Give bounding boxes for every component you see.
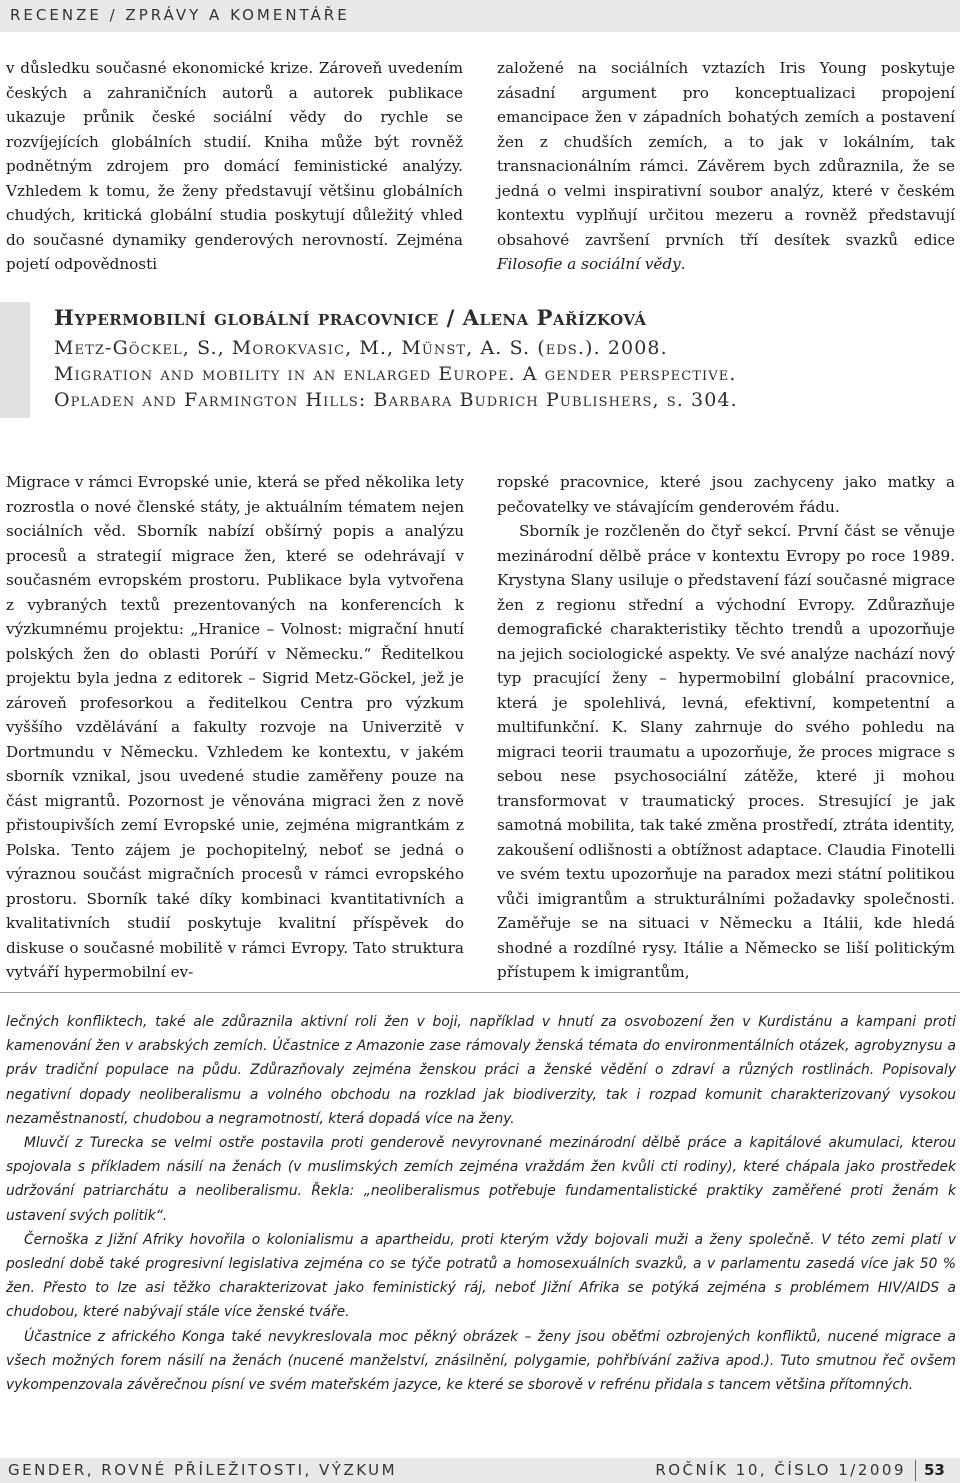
issue-info: ROČNÍK 10, ČÍSLO 1/2009 <box>655 1461 906 1479</box>
review-heading <box>54 301 959 413</box>
top-right-column <box>497 56 955 277</box>
series-title: Filosofie a sociální vědy <box>497 255 681 273</box>
section-header <box>0 0 960 32</box>
paragraph: Černoška z Jižní Afriky hovořila o kolonialismu a apartheidu, proti kterým vždy bojovali muži a ženy společně. V této zemi platí v poslední době také progresivní legislativa zejména co se týče potratů a homosexuálních svazků, a v parlamentu zasedá více jak 50 % žen. Přesto to lze asi těžko charakterizovat jako feministický ráj, neboť Jižní Afrika se potýká zejména s problémem HIV/AIDS a chudobou, které nabývají stále více ženské tváře. <box>6 1231 956 1321</box>
paragraph: Sborník je rozčleněn do čtyř sekcí. První část se věnuje mezinárodní dělbě práce v kontextu Evropy po roce 1989. Krystyna Slany usiluje o představení fází současné migrace žen z regionu střední a východní Evropy. Zdůrazňuje demografické charakteristiky těchto trendů a upozorňuje na jejich sociologické aspekty. Ve své analýze nachází nový typ pracující ženy – hypermobilní globální pracovnice, která je spolehlivá, levná, efektivní, kompetentní a multifunkční. K. Slany zahrnuje do svého pohledu na migraci teorii traumatu a upozorňuje, že proces migrace s sebou nese psychosociální zátěže, které ji mohou transformovat v traumatický proces. Stresující je jak samotná mobilita, tak také změna prostředí, ztráta identity, zakoušení odlišnosti a obtížnost adaptace. Claudia Finotelli ve svém textu upozorňuje na paradox mezi státní politikou vůči imigrantům a strukturálními požadavky společnosti. Zaměřuje se na situaci v Německu a Itálii, kde hledá shodné a rozdílné rysy. Itálie a Německo se liší politickým přístupem k imigrantům, <box>497 522 955 981</box>
book-publisher: Opladen and Farmington Hills: Barbara Budrich Publishers, s. 304. <box>54 389 738 411</box>
paragraph: Migrace v rámci Evropské unie, která se před několika lety rozrostla o nové členské státy, je aktuálním tématem nejen sociálních věd. Sborník nabízí obšírný popis a analýzu procesů a strategií migrace žen, které se odehrávají v současném evropském prostoru. Publikace byla vytvořena z vybraných textů prezentovaných na konferencích k výzkumnému projektu: „Hranice – Volnost: migrační hnutí polských žen do oblasti Porúří v Německu.“ Ředitelkou projektu byla jedna z editorek – Sigrid Metz-Göckel, jež je zároveň profesorkou a ředitelkou Centra pro výzkum vyššího vzdělávání a fakulty rozvoje na Univerzitě v Dortmundu v Německu. Vzhledem ke kontextu, v jakém sborník vznikal, jsou uvedené studie zaměřeny pouze na část migrantů. Pozornost je věnována migraci žen z nově přistoupivších zemí Evropské unie, zejména migrantkám z Polska. Tento zájem je pochopitelný, neboť se jedná o výraznou součást migračních procesů v rámci evropského prostoru. Sborník také díky kombinaci kvantitativních a kvalitativních studií poskytuje kvalitní příspěvek do diskuse o současné mobilitě v rámci Evropy. Tato struktura vytváří hypermobilní ev- <box>6 473 464 981</box>
page-number: 53 <box>924 1461 945 1479</box>
paragraph-text: založené na sociálních vztazích Iris Young poskytuje zásadní argument pro konceptualizaci propojení emancipace žen v západních bohatých zemích a postavení žen z chudších zemích, a to jak v lokálním, tak transnacionálním rámci. Závěrem bych zdůraznila, že se jedná o velmi inspirativní soubor analýz, které v českém kontextu vyplňují určitou mezeru a rovněž představují obsahové završení prvních tří desítek svazků edice <box>497 59 955 249</box>
paragraph: ropské pracovnice, které jsou zachyceny jako matky a pečovatelky ve stávajícím genderovém řádu. <box>497 473 955 516</box>
body-left-column <box>6 470 464 985</box>
page-footer <box>0 1458 960 1483</box>
book-authors: Metz-Göckel, S., Morokvasic, M., Münst, A. S. (eds.). 2008. <box>54 337 668 359</box>
journal-name: GENDER, ROVNÉ PŘÍLEŽITOSTI, VÝZKUM <box>8 1461 398 1479</box>
paragraph: lečných konfliktech, také ale zdůraznila aktivní roli žen v boji, například v hnutí za osvobození žen v Kurdistánu a kampani proti kamenování žen v arabských zemích. Účastnice z Amazonie zase rámovaly ženská témata do environmentálních otázek, agrobyznysu a práv tradiční populace na půdu. Zdůrazňovaly zejména ženskou práci a ženské vědění o zdraví a různých rostlinách. Popisovaly negativní dopady neoliberalismu a volného obchodu na rozklad jak biodiverzity, tak i rozpad komunit charakterizovaný vysokou nezaměstnaností, chudobou a negramotností, která dopadá více na ženy. <box>6 1014 956 1127</box>
footer-separator <box>915 1460 916 1481</box>
section-label: RECENZE / ZPRÁVY A KOMENTÁŘE <box>10 6 350 24</box>
top-left-column <box>6 56 463 277</box>
title-accent-bar <box>0 302 30 418</box>
paragraph <box>497 56 955 277</box>
section-divider <box>0 992 960 993</box>
body-right-column <box>497 470 955 985</box>
paragraph: v důsledku současné ekonomické krize. Zároveň uvedením českých a zahraničních autorů a autorek publikace ukazuje průnik české sociální vědy do rychle se rozvíjejících globálních studií. Kniha může být rovněž podnětným zdrojem pro domácí feministické analýzy. Vzhledem k tomu, že ženy představují většinu globálních chudých, kritická globální studia poskytují důležitý vhled do současné dynamiky genderových nerovností. Zejména pojetí odpovědnosti <box>6 59 463 273</box>
paragraph-end: . <box>680 255 686 273</box>
review-title: Hypermobilní globální pracovnice / Alena Pařízková <box>54 305 647 330</box>
report-text <box>6 1010 956 1397</box>
paragraph: Mluvčí z Turecka se velmi ostře postavila proti genderově nevyrovnané mezinárodní dělbě práce a kapitálové akumulaci, kterou spojovala s příkladem násilí na ženách (v muslimských zemích zejména vraždám žen kvůli cti rodiny), které chápala jako prostředek udržování patriarchátu a neoliberalismu. Řekla: „neoliberalismus potřebuje fundamentalistické praktiky zaměřené proti ženám k ustavení svých politik“. <box>6 1135 956 1224</box>
paragraph: Účastnice z afrického Konga také nevykreslovala moc pěkný obrázek – ženy jsou oběťmi ozbrojených konfliktů, nucené migrace a všech možných forem násilí na ženách (nucené manželství, znásilnění, polygamie, pohřbívání zaživa apod.). Tuto smutnou řeč ovšem vykompenzovala závěrečnou písní ve svém mateřském jazyce, ke které se sborově v refrénu přidala s tancem většina přítomných. <box>6 1328 956 1394</box>
book-title: Migration and mobility in an enlarged Europe. A gender perspective. <box>54 363 737 385</box>
